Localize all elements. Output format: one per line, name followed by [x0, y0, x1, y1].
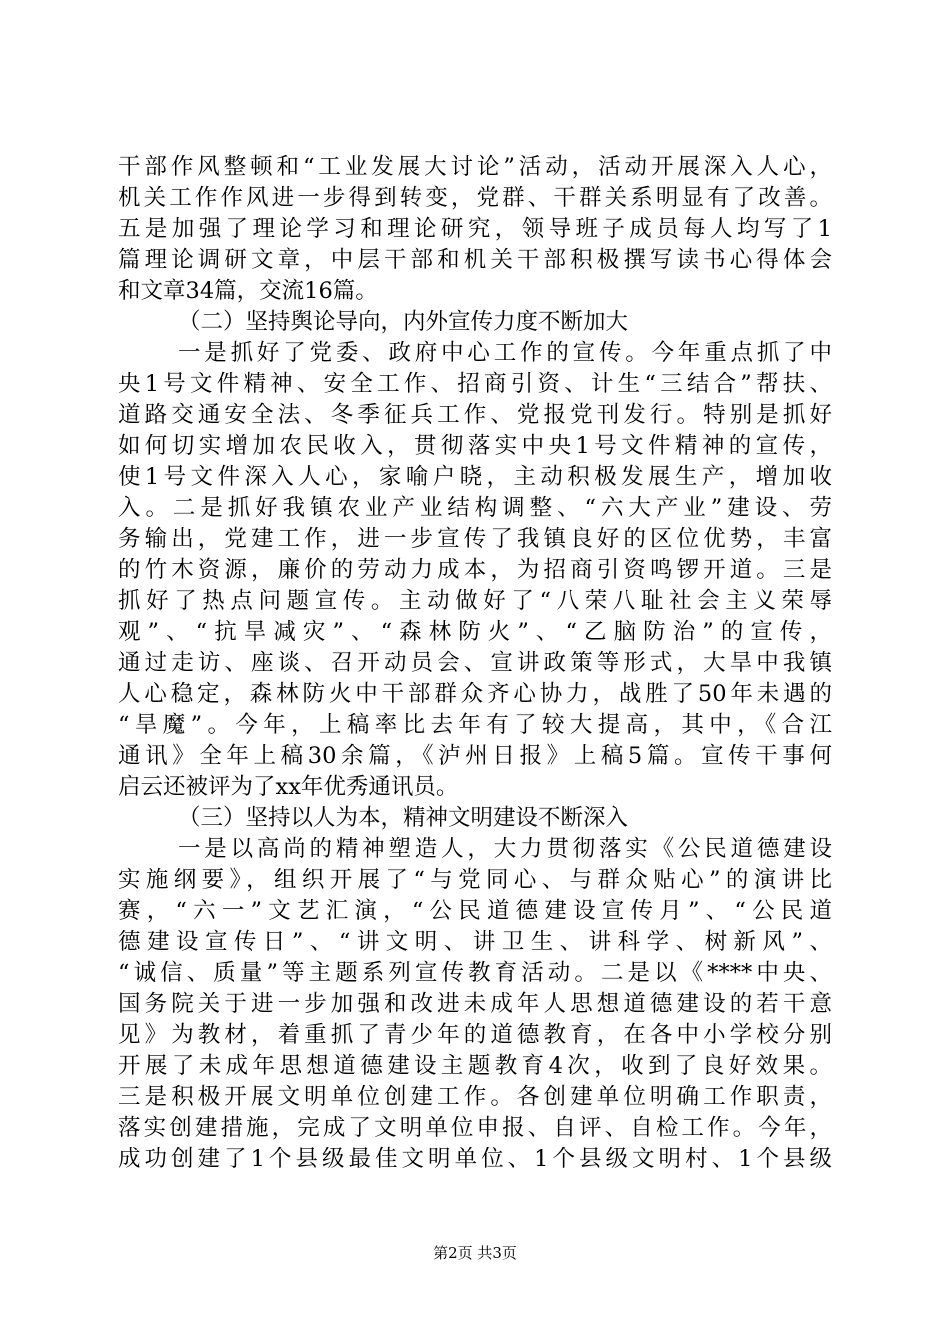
text-line: 通过走访、座谈、召开动员会、宣讲政策等形式，大旱中我镇 — [118, 650, 832, 676]
page-number-footer: 第2页 共3页 — [433, 1244, 517, 1262]
text-line: 德建设宣传日”、“讲文明、讲卫生、讲科学、树新风”、 — [118, 929, 832, 955]
text-line: 的竹木资源，廉价的劳动力成本，为招商引资鸣锣开道。三是 — [118, 557, 832, 583]
text-line: 五是加强了理论学习和理论研究，领导班子成员每人均写了1 — [118, 216, 832, 242]
text-line: 机关工作作风进一步得到转变，党群、干群关系明显有了改善。 — [118, 185, 832, 211]
text-line: 见》为教材，着重抓了青少年的道德教育，在各中小学校分别 — [118, 1022, 832, 1048]
text-line: 实施纲要》，组织开展了“与党同心、与群众贴心”的演讲比 — [118, 867, 832, 893]
section-heading: （二）坚持舆论导向，内外宣传力度不断加大 — [178, 309, 629, 335]
text-line: 启云还被评为了xx年优秀通讯员。 — [118, 774, 459, 800]
document-body — [118, 152, 832, 1175]
text-line: 篇理论调研文章，中层干部和机关干部积极撰写读书心得体会 — [118, 247, 832, 273]
text-line: “诚信、质量”等主题系列宣传教育活动。二是以《****中央、 — [118, 960, 832, 986]
text-line: 成功创建了1个县级最佳文明单位、1个县级文明村、1个县级 — [118, 1146, 832, 1172]
text-line: 和文章34篇，交流16篇。 — [118, 278, 378, 304]
text-line: 落实创建措施，完成了文明单位申报、自评、自检工作。今年， — [118, 1115, 832, 1141]
text-line: 入。二是抓好我镇农业产业结构调整、“六大产业”建设、劳 — [118, 495, 832, 521]
text-line: 一是以高尚的精神塑造人，大力贯彻落实《公民道德建设 — [178, 836, 832, 862]
text-line: 通讯》全年上稿30余篇，《泸州日报》上稿5篇。宣传干事何 — [118, 743, 832, 769]
text-line: 央1号文件精神、安全工作、招商引资、计生“三结合”帮扶、 — [118, 371, 832, 397]
text-line: 干部作风整顿和“工业发展大讨论”活动，活动开展深入人心， — [118, 154, 832, 180]
text-line: 三是积极开展文明单位创建工作。各创建单位明确工作职责， — [118, 1084, 832, 1110]
text-line: 务输出，党建工作，进一步宣传了我镇良好的区位优势，丰富 — [118, 526, 832, 552]
text-line: 道路交通安全法、冬季征兵工作、党报党刊发行。特别是抓好 — [118, 402, 832, 428]
text-line: 一是抓好了党委、政府中心工作的宣传。今年重点抓了中 — [178, 340, 832, 366]
text-line: 赛，“六一”文艺汇演，“公民道德建设宣传月”、“公民道 — [118, 898, 832, 924]
text-line: 使1号文件深入人心，家喻户晓，主动积极发展生产，增加收 — [118, 464, 832, 490]
text-line: 抓好了热点问题宣传。主动做好了“八荣八耻社会主义荣辱 — [118, 588, 832, 614]
text-line: 开展了未成年思想道德建设主题教育4次，收到了良好效果。 — [118, 1053, 832, 1079]
section-heading: （三）坚持以人为本，精神文明建设不断深入 — [178, 805, 629, 831]
text-line: 观”、“抗旱减灾”、“森林防火”、“乙脑防治”的宣传， — [118, 619, 832, 645]
text-line: 如何切实增加农民收入，贯彻落实中央1号文件精神的宣传， — [118, 433, 832, 459]
text-line: 国务院关于进一步加强和改进未成年人思想道德建设的若干意 — [118, 991, 832, 1017]
text-line: 人心稳定，森林防火中干部群众齐心协力，战胜了50年未遇的 — [118, 681, 832, 707]
text-line: “旱魔”。今年，上稿率比去年有了较大提高，其中，《合江 — [118, 712, 832, 738]
